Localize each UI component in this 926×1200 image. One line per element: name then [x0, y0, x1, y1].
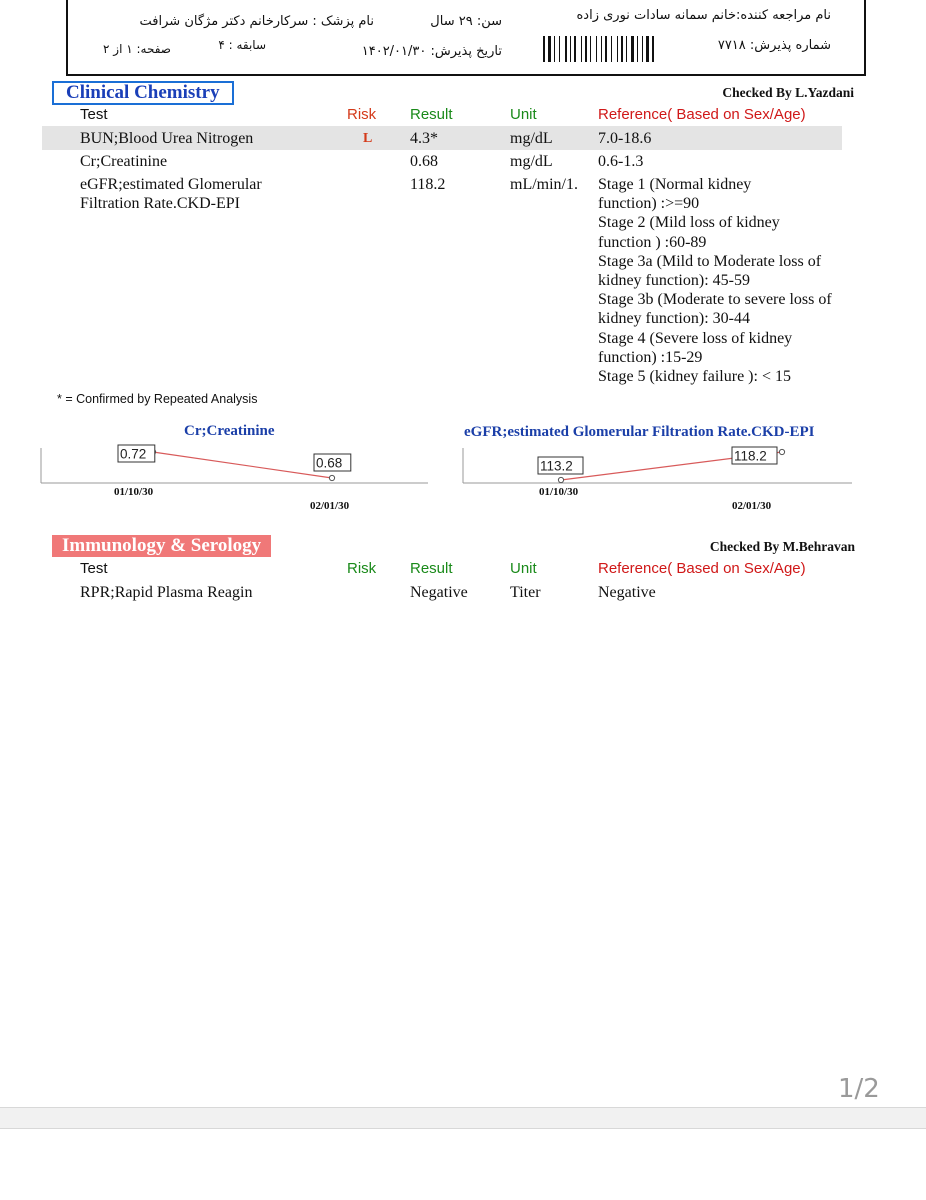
- barcode-bar: [565, 36, 567, 62]
- barcode-bar: [574, 36, 576, 62]
- barcode-bar: [548, 36, 551, 62]
- data-point: [329, 475, 334, 480]
- barcode-bar: [577, 36, 580, 62]
- barcode-bar: [583, 36, 584, 62]
- barcode-bar: [646, 36, 649, 62]
- x-tick-label: 02/01/30: [732, 500, 772, 512]
- col-risk: Risk: [347, 560, 377, 577]
- col-unit: Unit: [510, 560, 537, 577]
- barcode-bar: [613, 36, 616, 62]
- reference-line: function ) :60-89: [598, 233, 707, 251]
- immunology-checked-by: Checked By M.Behravan: [709, 539, 855, 554]
- barcode-bar: [552, 36, 553, 62]
- unit-value: mg/dL: [510, 130, 553, 147]
- data-point: [779, 449, 784, 454]
- col-unit: Unit: [510, 106, 537, 123]
- reference-line: Stage 4 (Severe loss of kidney: [598, 329, 793, 347]
- confirmed-footnote: * = Confirmed by Repeated Analysis: [57, 392, 258, 406]
- result-value: 4.3*: [410, 130, 438, 147]
- viewer-bottom-bar: [0, 1107, 926, 1129]
- barcode-bar: [572, 36, 573, 62]
- reference-value: Negative: [598, 584, 656, 601]
- barcode-bar: [570, 36, 571, 62]
- barcode-bar: [639, 36, 641, 62]
- doctor-name: نام پزشک : سرکارخانم دکتر مژگان شرافت: [139, 14, 374, 29]
- creatinine-trend-chart: [38, 440, 430, 512]
- data-label: 0.72: [120, 446, 147, 462]
- reference-line: kidney function): 30-44: [598, 310, 750, 328]
- reference-line: Stage 3a (Mild to Moderate loss of: [598, 252, 822, 270]
- barcode-bar: [546, 36, 547, 62]
- patient-age: سن: ۲۹ سال: [430, 14, 502, 29]
- test-name: BUN;Blood Urea Nitrogen: [80, 130, 254, 147]
- barcode-bar: [626, 36, 627, 62]
- barcode-bar: [598, 36, 600, 62]
- barcode-bar: [637, 36, 638, 62]
- reference-line: function) :>=90: [598, 195, 700, 213]
- unit-value: mg/dL: [510, 153, 553, 170]
- clinical-chemistry-title: Clinical Chemistry: [52, 81, 234, 105]
- unit-value: mL/min/1.: [510, 176, 578, 193]
- data-label: 118.2: [734, 448, 767, 464]
- page-info: صفحه: ۱ از ۲: [103, 42, 171, 56]
- x-tick-label: 01/10/30: [539, 486, 579, 498]
- result-value: 0.68: [410, 153, 438, 170]
- barcode-bar: [611, 36, 612, 62]
- reference-line: Stage 3b (Moderate to severe loss of: [598, 291, 832, 309]
- col-test: Test: [80, 106, 108, 123]
- x-tick-label: 01/10/30: [114, 486, 154, 498]
- reference-value: 7.0-18.6: [598, 130, 652, 147]
- result-value: 118.2: [410, 176, 446, 193]
- admission-date: تاریخ پذیرش: ۱۴۰۲/۰۱/۳۰: [361, 44, 502, 59]
- barcode-bar: [631, 36, 634, 62]
- col-result: Result: [410, 106, 453, 123]
- data-label: 113.2: [540, 458, 573, 474]
- test-name: RPR;Rapid Plasma Reagin: [80, 584, 253, 601]
- barcode-bar: [581, 36, 582, 62]
- barcode-bar: [652, 36, 654, 62]
- test-name: Cr;Creatinine: [80, 153, 168, 170]
- barcode-bar: [596, 36, 597, 62]
- series-line: [153, 452, 332, 478]
- result-value: Negative: [410, 584, 468, 601]
- barcode-bar: [585, 36, 587, 62]
- barcode-bar: [568, 36, 569, 62]
- x-tick-label: 02/01/30: [310, 500, 350, 512]
- page-counter: 1/2: [838, 1074, 880, 1104]
- barcode-bar: [588, 36, 589, 62]
- barcode-bar: [642, 36, 643, 62]
- barcode-bar: [617, 36, 618, 62]
- reference-line: kidney function): 45-59: [598, 272, 750, 290]
- col-test: Test: [80, 560, 108, 577]
- barcode-bar: [621, 36, 623, 62]
- reference-line: Stage 1 (Normal kidney: [598, 176, 752, 193]
- immunology-title: Immunology & Serology: [52, 535, 271, 557]
- col-risk: Risk: [347, 106, 377, 123]
- barcode-bar: [601, 36, 602, 62]
- clinical-checked-by: Checked By L.Yazdani: [722, 85, 854, 100]
- chart-title-egfr: eGFR;estimated Glomerular Filtration Rate.CKD-EPI: [464, 424, 815, 440]
- barcode-bar: [635, 36, 636, 62]
- barcode-bar: [605, 36, 607, 62]
- barcode-bar: [628, 36, 630, 62]
- barcode-bar: [619, 36, 620, 62]
- admission-number: شماره پذیرش: ۷۷۱۸: [717, 38, 831, 53]
- history-count: سابقه : ۴: [218, 38, 266, 52]
- col-reference: Reference( Based on Sex/Age): [598, 560, 806, 577]
- barcode-bar: [608, 36, 610, 62]
- egfr-trend-chart: [460, 440, 854, 512]
- test-name-line2: Filtration Rate.CKD-EPI: [80, 195, 240, 212]
- barcode-bar: [624, 36, 625, 62]
- unit-value: Titer: [510, 584, 541, 601]
- barcode-bar: [592, 36, 595, 62]
- egfr-reference-block: [598, 175, 843, 386]
- barcode-bar: [543, 36, 545, 62]
- data-label: 0.68: [316, 455, 343, 471]
- barcode-bar: [559, 36, 560, 62]
- barcode-bar: [561, 36, 564, 62]
- reference-line: Stage 2 (Mild loss of kidney: [598, 214, 780, 232]
- barcode: [543, 36, 691, 62]
- data-point: [558, 477, 563, 482]
- col-reference: Reference( Based on Sex/Age): [598, 106, 806, 123]
- reference-value: 0.6-1.3: [598, 153, 644, 170]
- risk-flag: L: [363, 131, 373, 146]
- barcode-bar: [650, 36, 651, 62]
- test-name-line1: eGFR;estimated Glomerular: [80, 176, 262, 193]
- chart-title-creatinine: Cr;Creatinine: [184, 423, 275, 439]
- col-result: Result: [410, 560, 453, 577]
- barcode-bar: [556, 36, 558, 62]
- reference-line: function) :15-29: [598, 348, 703, 366]
- barcode-bar: [590, 36, 591, 62]
- barcode-bar: [644, 36, 645, 62]
- barcode-bar: [554, 36, 555, 62]
- patient-name: نام مراجعه کننده:خانم سمانه سادات نوری زاده: [576, 8, 831, 23]
- reference-line: Stage 5 (kidney failure ): < 15: [598, 368, 791, 386]
- barcode-bar: [603, 36, 604, 62]
